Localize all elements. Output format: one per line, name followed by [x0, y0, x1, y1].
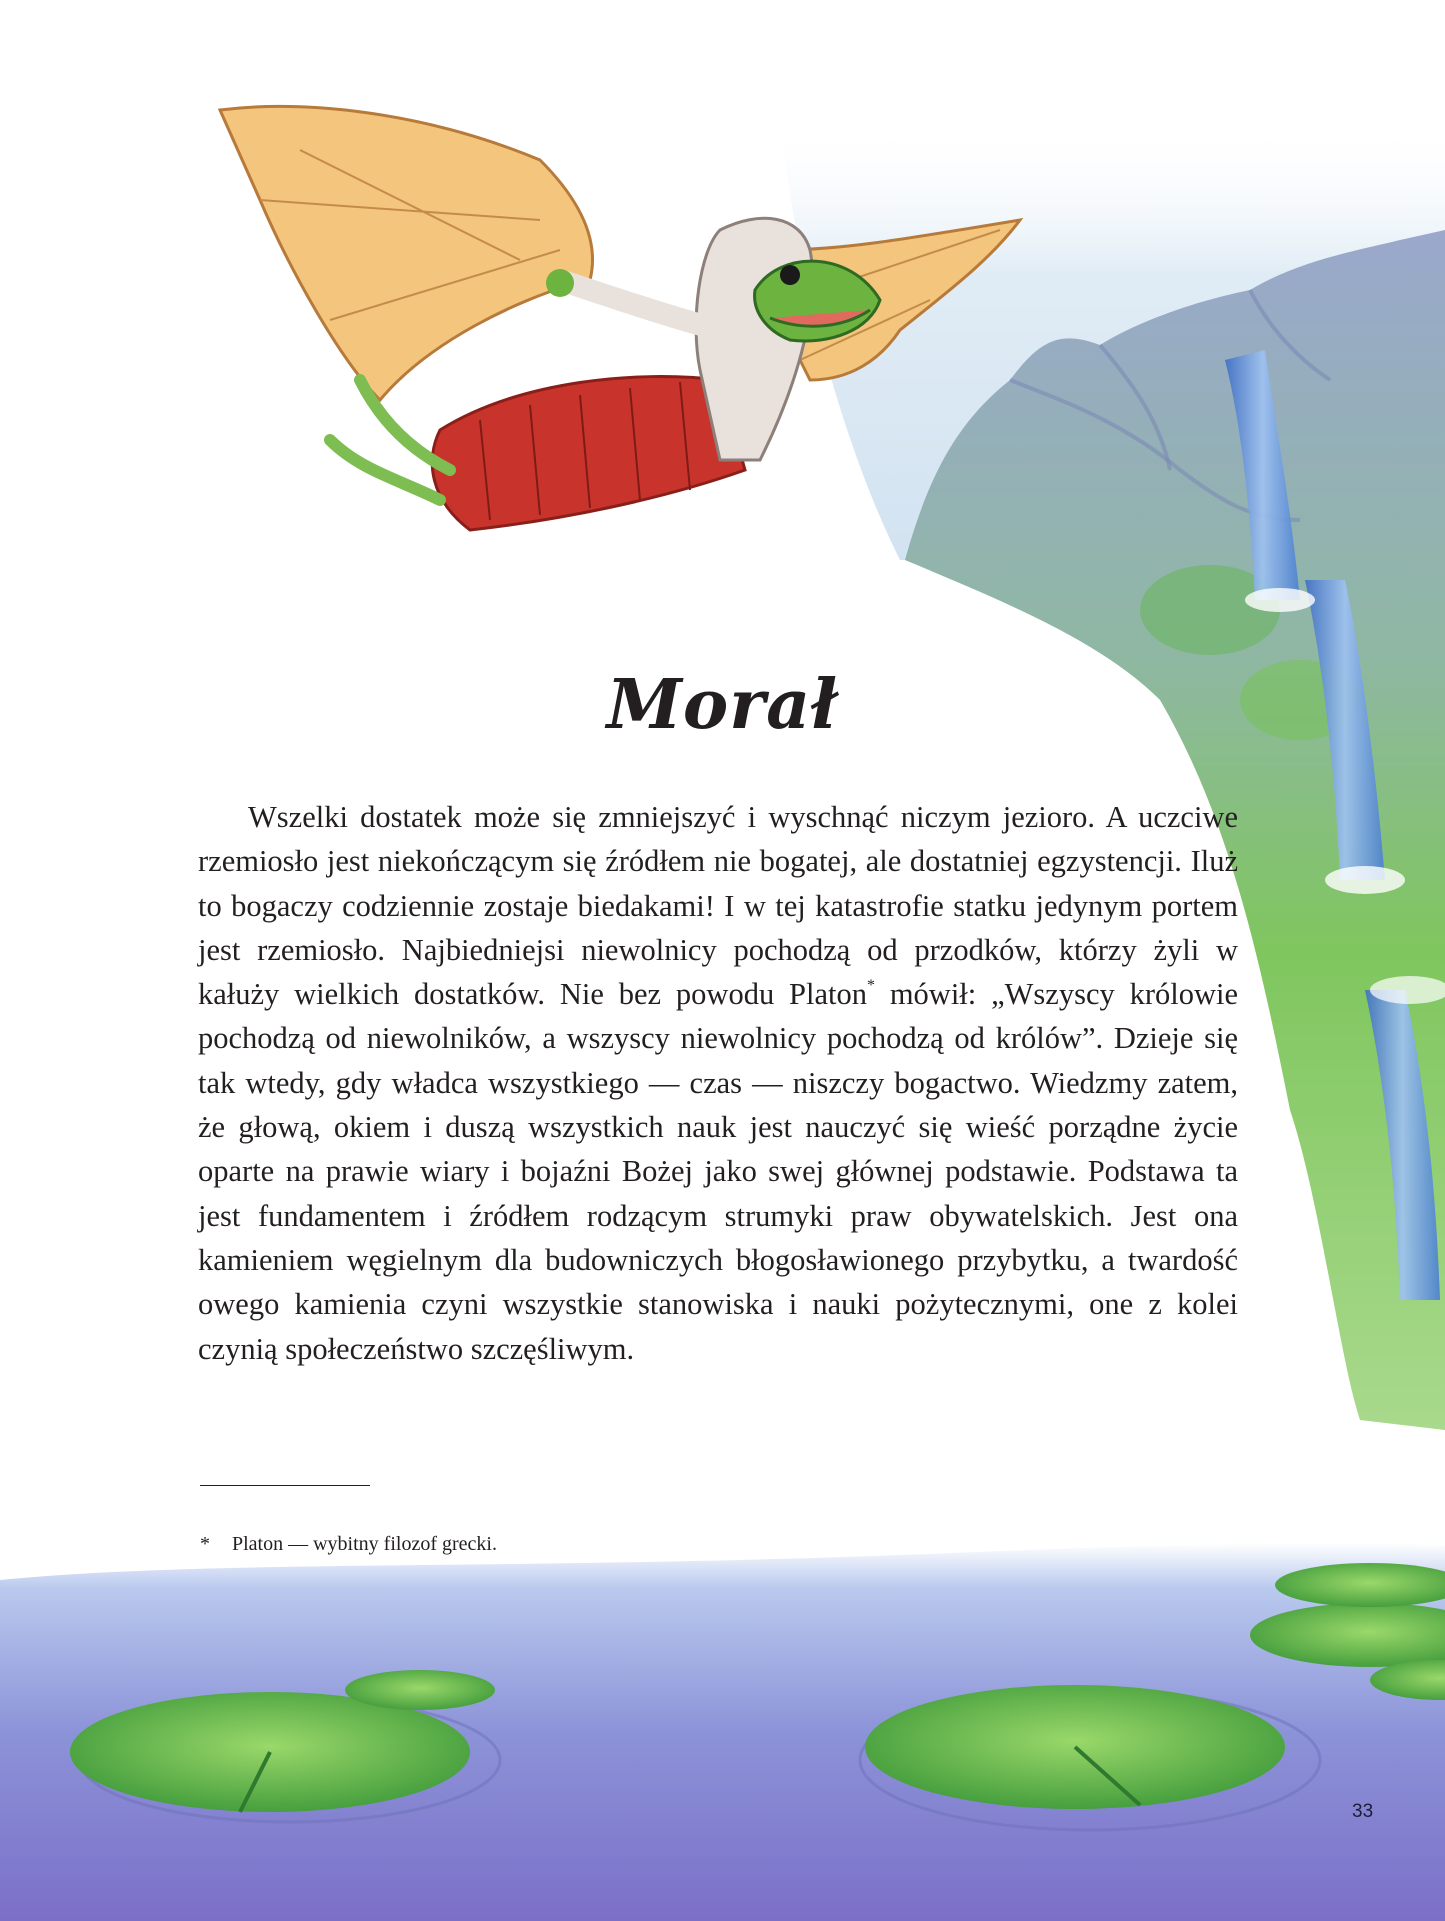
footnote-text: Platon — wybitny filozof grecki.: [232, 1533, 497, 1555]
footnote-divider: [200, 1485, 370, 1486]
lake-lily-pads-icon: [0, 1543, 1445, 1921]
footnote-mark: *: [200, 1533, 210, 1555]
footnote-reference[interactable]: *: [866, 977, 875, 995]
paragraph-text-part2: mówił: „Wszyscy królowie pochodzą od niewolników, a wszyscy niewolnicy pochodzą od królów”. Dzieje się tak wtedy, gdy władca wszystkiego — czas — niszczy bogactwo. Wiedzmy zatem, że głową, okiem i duszą wszystkich nauk jest nauczyć się wieść porządne życie oparte na prawie wiary i bojaźni Bożej jako swej głównej podstawie. Podstawa ta jest fundamentem i źródłem rodzącym strumyki praw obywatelskich. Jest ona kamieniem węgielnym dla budowniczych błogosławionego przybytku, a twardość owego kamienia czyni wszystkie stanowiska i nauki pożytecznymi, one z kolei czynią społeczeństwo szczęśliwym.: [198, 977, 1238, 1366]
moral-paragraph: [198, 795, 1238, 1371]
footnote: [200, 1533, 497, 1556]
page-title: Morał: [606, 665, 839, 745]
page-number: 33: [1352, 1801, 1374, 1822]
paragraph-text-part1: Wszelki dostatek może się zmniejszyć i wyschnąć niczym jezioro. A uczciwe rzemiosło jest niekończącym się źródłem nie bogatej, ale dostatniej egzystencji. Iluż to bogaczy codziennie zostaje biedakami! I w tej katastrofie statku jedynym portem jest rzemiosło. Najbiedniejsi niewolnicy pochodzą od przodków, którzy żyli w kałuży wielkich dostatków. Nie bez powodu Platon: [198, 800, 1238, 1012]
